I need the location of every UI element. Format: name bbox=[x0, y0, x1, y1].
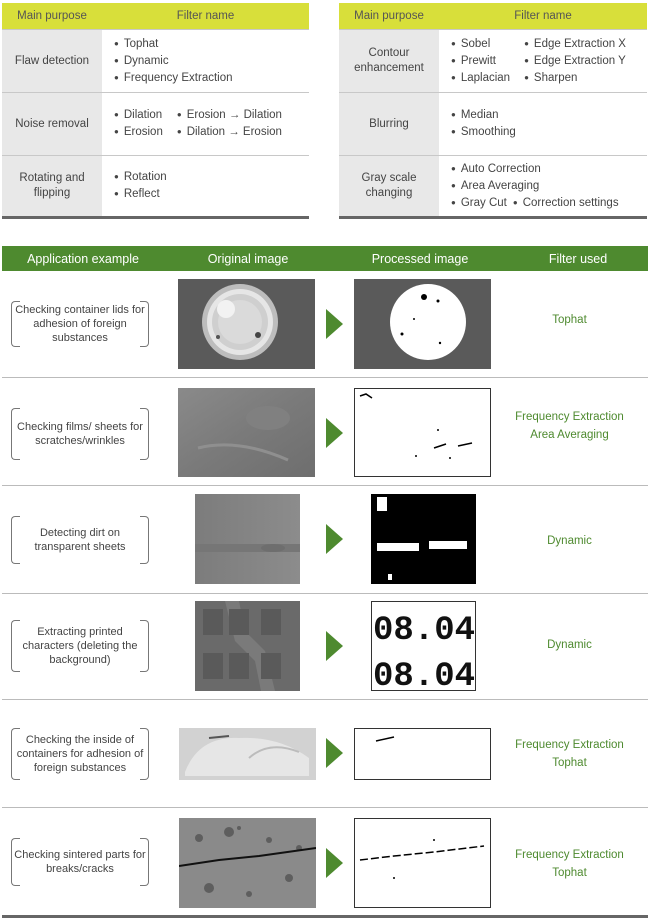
original-image bbox=[179, 818, 316, 908]
main-purpose-header: Main purpose bbox=[17, 10, 87, 22]
application-table-header bbox=[2, 246, 648, 271]
application-row bbox=[2, 271, 648, 378]
filter-item: ● Gray Cut bbox=[451, 197, 507, 209]
arrow-icon bbox=[326, 418, 343, 448]
filter-used bbox=[502, 636, 637, 654]
application-label: Checking the inside of containers for adhesion of foreign substances bbox=[11, 728, 149, 780]
original-image bbox=[178, 388, 315, 477]
filter-item: ● Prewitt bbox=[451, 53, 510, 70]
filter-used-item: Frequency Extraction bbox=[515, 739, 624, 751]
filter-row-gray-scale bbox=[339, 155, 647, 216]
arrow-icon bbox=[326, 524, 343, 554]
processed-image bbox=[371, 601, 476, 691]
filter-row-noise-removal bbox=[2, 92, 309, 155]
processed-image bbox=[354, 818, 491, 908]
application-row bbox=[2, 808, 648, 918]
processed-image bbox=[354, 728, 491, 780]
filter-item: ● Reflect bbox=[114, 186, 309, 203]
filter-item: ● Smoothing bbox=[451, 124, 647, 141]
application-row bbox=[2, 486, 648, 594]
application-row bbox=[2, 378, 648, 486]
application-table bbox=[2, 246, 648, 918]
filter-item: ● Sobel bbox=[451, 36, 510, 53]
filter-item: ● Edge Extraction Y bbox=[524, 53, 626, 70]
svg-text:08.04: 08.04 bbox=[373, 612, 476, 650]
application-label: Checking sintered parts for breaks/cracks bbox=[11, 838, 149, 886]
filter-used-item: Frequency Extraction bbox=[515, 411, 624, 423]
filter-used bbox=[502, 846, 637, 882]
arrow-icon bbox=[326, 738, 343, 768]
filter-row-flaw-detection bbox=[2, 29, 309, 92]
filter-used-item: Dynamic bbox=[547, 639, 592, 651]
filter-used bbox=[502, 408, 637, 444]
application-example-header: Application example bbox=[27, 251, 139, 266]
processed-image bbox=[371, 494, 476, 584]
purpose-cell: Blurring bbox=[339, 93, 439, 155]
purpose-cell: Contour enhancement bbox=[339, 30, 439, 92]
filter-table-header bbox=[2, 3, 309, 29]
filter-used bbox=[502, 532, 637, 550]
filter-item: ● Tophat bbox=[114, 36, 309, 53]
application-label: Checking container lids for adhesion of foreign substances bbox=[11, 301, 149, 347]
filter-used-item: Dynamic bbox=[547, 535, 592, 547]
filter-used-item: Tophat bbox=[552, 314, 587, 326]
arrow-icon bbox=[326, 848, 343, 878]
filter-list bbox=[102, 156, 309, 216]
filter-item: ● Laplacian bbox=[451, 70, 510, 87]
filter-table-header bbox=[339, 3, 647, 29]
filter-item: ● Dilation → Erosion bbox=[177, 124, 282, 141]
purpose-cell: Rotating and flipping bbox=[2, 156, 102, 216]
filter-item: ● Edge Extraction X bbox=[524, 36, 626, 53]
filter-used-item: Tophat bbox=[552, 867, 587, 879]
original-image-header: Original image bbox=[207, 251, 289, 266]
application-row bbox=[2, 594, 648, 700]
original-image bbox=[178, 279, 315, 369]
filter-item: ● Dilation bbox=[114, 107, 163, 124]
filter-item: ● Auto Correction bbox=[451, 161, 647, 178]
filter-table-right bbox=[339, 3, 647, 219]
filter-item: ● Dynamic bbox=[114, 53, 309, 70]
filter-row-rotating bbox=[2, 155, 309, 216]
filter-list bbox=[439, 156, 647, 216]
application-label: Extracting printed characters (deleting the background) bbox=[11, 620, 149, 672]
application-label: Checking films/ sheets for scratches/wrinkles bbox=[11, 408, 149, 460]
filter-table-left bbox=[2, 3, 309, 219]
filter-item: ● Correction settings bbox=[513, 197, 619, 209]
filter-used-item: Frequency Extraction bbox=[515, 849, 624, 861]
original-image bbox=[195, 601, 300, 691]
filter-item: ● Rotation bbox=[114, 169, 309, 186]
filter-used bbox=[502, 311, 637, 329]
application-label: Detecting dirt on transparent sheets bbox=[11, 516, 149, 564]
filter-used bbox=[502, 736, 637, 772]
arrow-icon bbox=[326, 631, 343, 661]
processed-image bbox=[354, 279, 491, 369]
filter-name-header: Filter name bbox=[514, 10, 572, 22]
original-image bbox=[195, 494, 300, 584]
filter-item: ● Sharpen bbox=[524, 70, 626, 87]
filter-item: ● Area Averaging bbox=[451, 178, 647, 195]
filter-list bbox=[439, 30, 647, 92]
filter-used-item: Tophat bbox=[552, 757, 587, 769]
filter-item: ● Erosion bbox=[114, 124, 163, 141]
processed-image bbox=[354, 388, 491, 477]
purpose-cell: Flaw detection bbox=[2, 30, 102, 92]
filter-item: ● Erosion → Dilation bbox=[177, 107, 282, 124]
svg-text:08.04: 08.04 bbox=[373, 658, 476, 691]
filter-name-header: Filter name bbox=[176, 10, 235, 22]
filter-row-blurring bbox=[339, 92, 647, 155]
filter-list bbox=[102, 30, 309, 92]
main-purpose-header: Main purpose bbox=[354, 10, 424, 22]
filter-item: ● Median bbox=[451, 107, 647, 124]
original-image bbox=[179, 728, 316, 780]
purpose-cell: Noise removal bbox=[2, 93, 102, 155]
purpose-cell: Gray scale changing bbox=[339, 156, 439, 216]
application-row bbox=[2, 700, 648, 808]
filter-list bbox=[102, 93, 309, 155]
filter-list bbox=[439, 93, 647, 155]
processed-image-header: Processed image bbox=[371, 251, 469, 266]
filter-used-item: Area Averaging bbox=[530, 429, 609, 441]
filter-item: ● Frequency Extraction bbox=[114, 70, 309, 87]
arrow-icon bbox=[326, 309, 343, 339]
filter-row-contour bbox=[339, 29, 647, 92]
filter-used-header: Filter used bbox=[548, 251, 608, 266]
